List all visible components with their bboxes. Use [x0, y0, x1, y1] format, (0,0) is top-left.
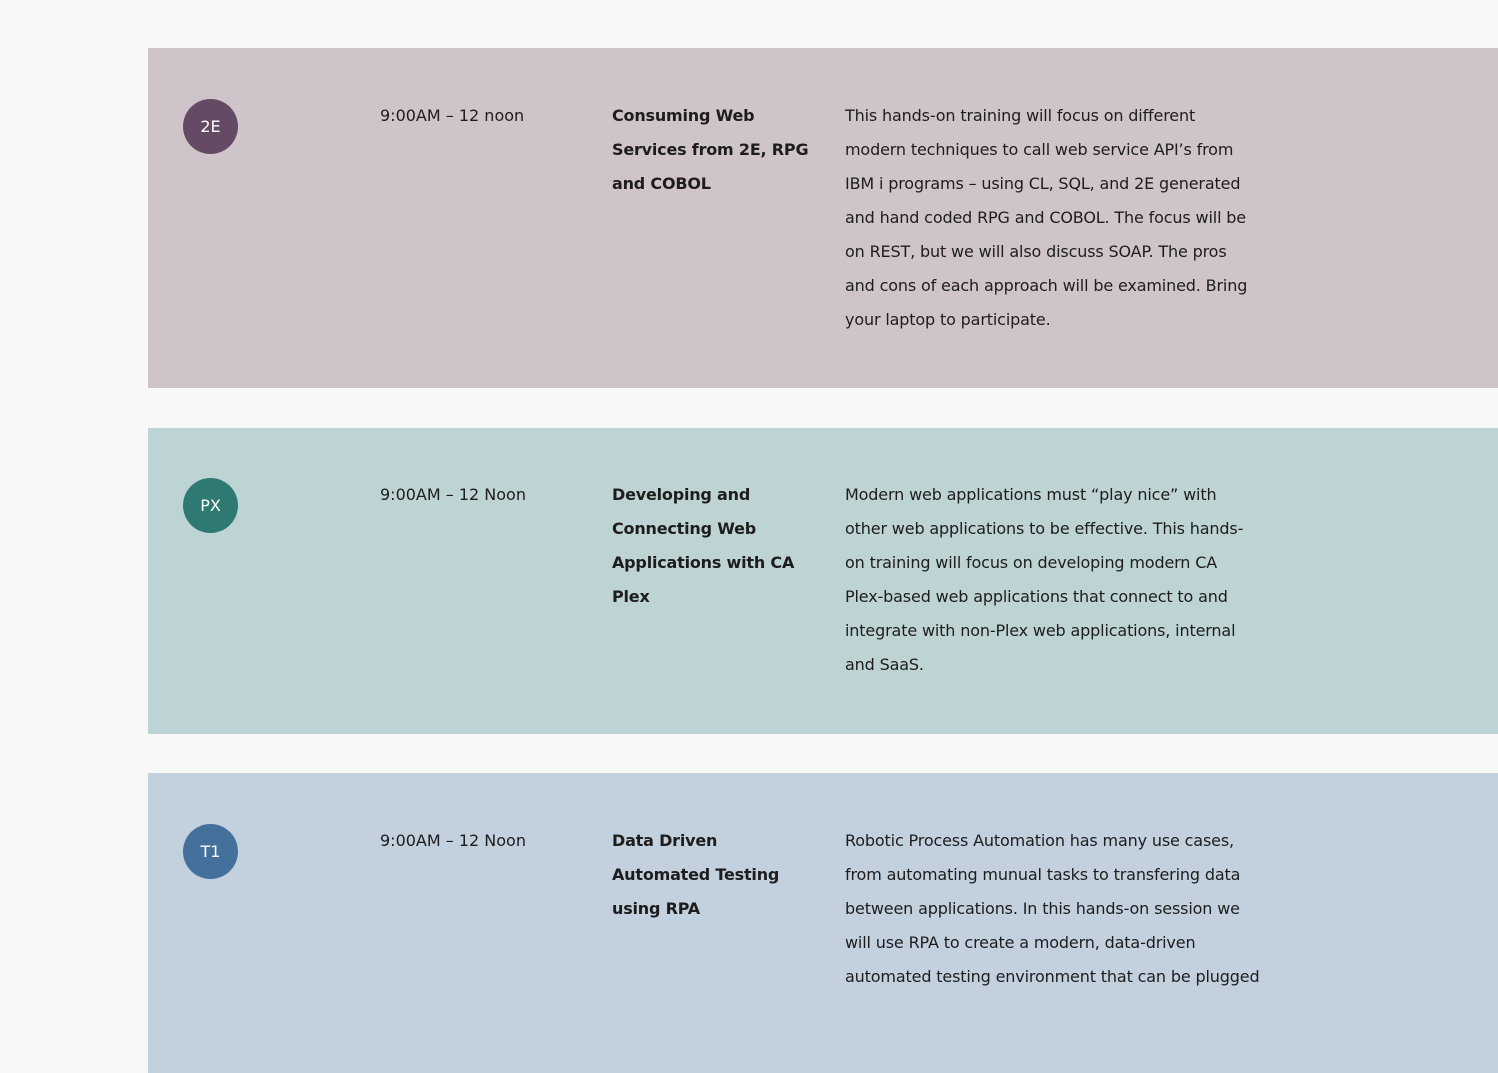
description-line: on REST, but we will also discuss SOAP. The pros	[845, 242, 1227, 261]
session-schedule	[148, 48, 1498, 1073]
session-description	[845, 824, 1290, 994]
description-line: automated testing environment that can be plugged	[845, 967, 1260, 986]
description-line: Robotic Process Automation has many use cases,	[845, 831, 1234, 850]
session-row	[148, 48, 1498, 388]
description-line: IBM i programs – using CL, SQL, and 2E generated	[845, 174, 1241, 193]
description-line: and SaaS.	[845, 655, 924, 674]
description-line: will use RPA to create a modern, data-driven	[845, 933, 1196, 952]
description-line: from automating munual tasks to transfering data	[845, 865, 1241, 884]
description-line: between applications. In this hands-on session we	[845, 899, 1240, 918]
description-line: other web applications to be effective. This hands-	[845, 519, 1244, 538]
track-badge: 2E	[183, 99, 238, 154]
session-time: 9:00AM – 12 Noon	[380, 831, 526, 850]
session-row	[148, 428, 1498, 734]
session-description	[845, 478, 1290, 682]
session-title: Consuming Web Services from 2E, RPG and COBOL	[612, 106, 809, 193]
session-description	[845, 99, 1290, 337]
session-time: 9:00AM – 12 Noon	[380, 485, 526, 504]
session-title: Developing and Connecting Web Applications with CA Plex	[612, 485, 795, 606]
description-line: This hands-on training will focus on different	[845, 106, 1196, 125]
session-time: 9:00AM – 12 noon	[380, 106, 525, 125]
description-line: Modern web applications must “play nice” with	[845, 485, 1217, 504]
description-line: Plex-based web applications that connect to and	[845, 587, 1228, 606]
description-line: on training will focus on developing modern CA	[845, 553, 1218, 572]
track-badge: T1	[183, 824, 238, 879]
session-title: Data Driven Automated Testing using RPA	[612, 831, 780, 918]
description-line: and hand coded RPG and COBOL. The focus will be	[845, 208, 1247, 227]
description-line: modern techniques to call web service API’s from	[845, 140, 1234, 159]
track-badge: PX	[183, 478, 238, 533]
session-row	[148, 773, 1498, 1073]
description-line: integrate with non-Plex web applications, internal	[845, 621, 1236, 640]
description-line: and cons of each approach will be examined. Bring	[845, 276, 1248, 295]
description-line: your laptop to participate.	[845, 310, 1051, 329]
